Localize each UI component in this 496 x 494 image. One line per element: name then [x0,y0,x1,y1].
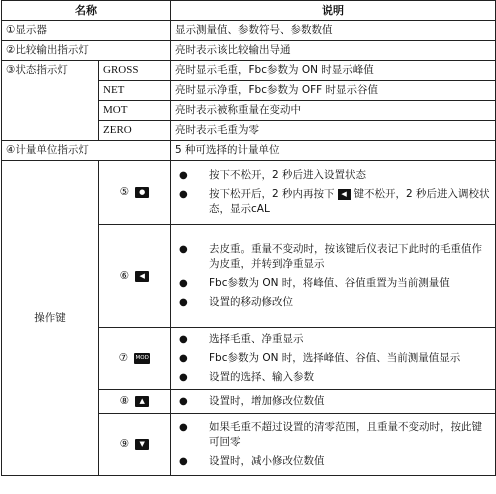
key-8-cell [99,390,171,414]
key-7-desc [171,328,496,390]
key-8-number: ⑧ [119,395,130,407]
left-arrow-key-icon: ◀ [135,271,149,282]
key-7-bullet-1: ● 选择毛重、净重显示 [175,332,491,347]
row-unit-desc: 5 种可选择的计量单位 [171,141,496,161]
status-desc-net: 亮时显示净重，Fbc参数为 OFF 时显示谷值 [171,81,496,101]
key-7-bullet-2: ● Fbc参数为 ON 时，选择峰值、谷值、当前测量值显示 [175,351,491,366]
key-7-cell [99,328,171,390]
key-6-bullet-3: ● 设置的移动修改位 [175,295,491,310]
key-9-bullet-2: ● 设置时，减小修改位数值 [175,454,491,469]
key-9-cell [99,414,171,476]
key-6-cell [99,225,171,328]
status-desc-zero: 亮时表示毛重为零 [171,121,496,141]
key-6-number: ⑥ [119,269,130,282]
status-label-mot: MOT [99,101,171,121]
status-label-gross: GROSS [99,61,171,81]
key-8-desc [171,390,496,414]
row-keys-name: 操作键 [2,161,99,476]
status-desc-mot: 亮时表示被称重量在变动中 [171,101,496,121]
status-label-zero: ZERO [99,121,171,141]
row-status-name: ③状态指示灯 [2,61,99,141]
key-5-cell [99,161,171,225]
key-6-desc [171,225,496,328]
key-7-number: ⑦ [118,352,129,364]
status-label-net: NET [99,81,171,101]
key-5-number: ⑤ [119,186,130,198]
row-unit-name: ④计量单位指示灯 [2,141,171,161]
key-6-bullet-1: ● 去皮重。重量不变动时，按该键后仪表记下此时的毛重值作为皮重，并转到净重显示 [175,242,491,272]
row-compare-desc: 亮时表示该比较输出导通 [171,41,496,61]
key-5-bullet-2: ● 按下松开后，2 秒内再按下 ◀ 键不松开，2 秒后进入调校状态，显示cAL [175,187,491,217]
set-key-icon: ● [135,187,149,198]
key-5-desc [171,161,496,225]
up-arrow-key-icon: ▲ [135,396,149,407]
key-9-desc [171,414,496,476]
row-display-name: ①显示器 [2,21,171,41]
left-arrow-key-icon: ◀ [338,189,351,200]
key-7-bullet-3: ● 设置的选择、输入参数 [175,370,491,385]
row-compare-name: ②比较输出指示灯 [2,41,171,61]
row-display-desc: 显示测量值、参数符号、参数数值 [171,21,496,41]
key-6-bullet-2: ● Fbc参数为 ON 时，将峰值、谷值重置为当前测量值 [175,276,491,291]
down-arrow-key-icon: ▼ [135,439,149,450]
key-8-bullet-1: ● 设置时，增加修改位数值 [175,394,491,409]
mod-key-icon: MOD [134,353,150,364]
key-5-bullet-1: ● 按下不松开，2 秒后进入设置状态 [175,168,491,183]
header-name: 名称 [2,1,171,21]
key-9-number: ⑨ [119,438,130,450]
status-desc-gross: 亮时显示毛重，Fbc参数为 ON 时显示峰值 [171,61,496,81]
key-9-bullet-1: ● 如果毛重不超过设置的清零范围，且重量不变动时，按此键可回零 [175,420,491,450]
header-description: 说明 [171,1,496,21]
